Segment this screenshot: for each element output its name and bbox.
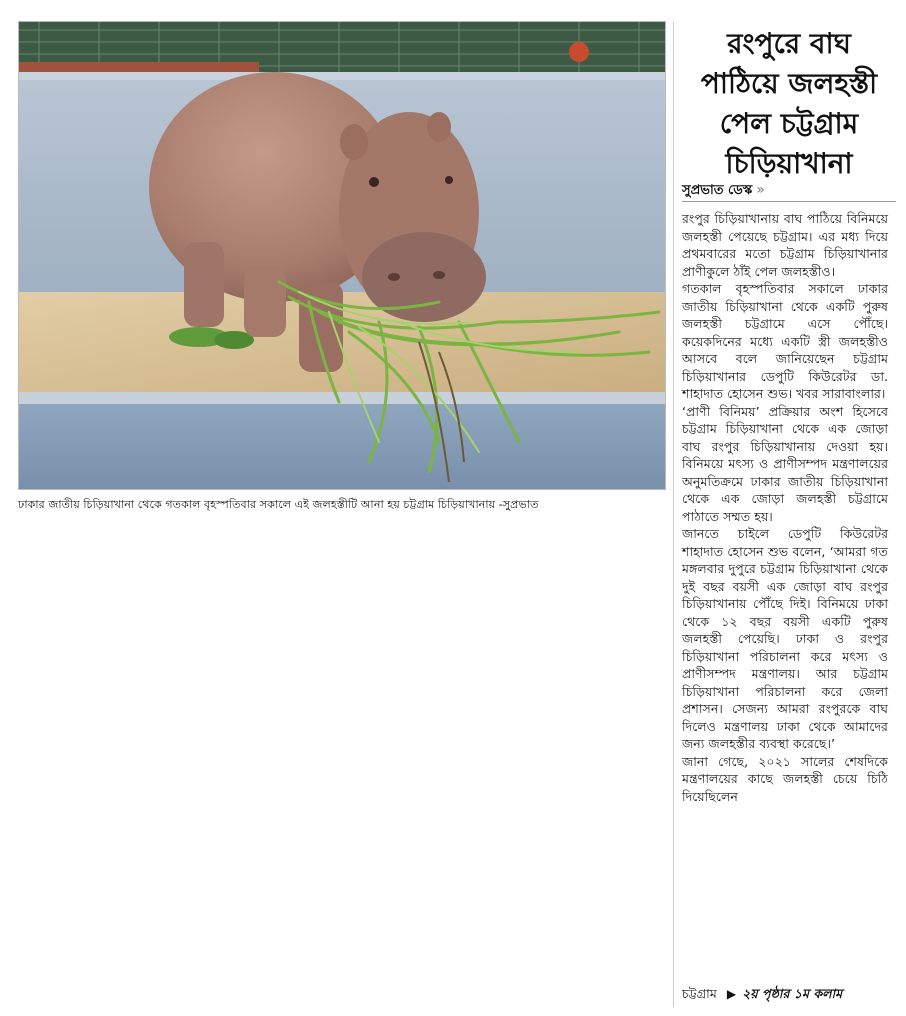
byline-row [682, 179, 896, 202]
headline-line-4: চিড়িয়াখানা [725, 147, 853, 180]
photo-caption: ঢাকার জাতীয় চিড়িয়াখানা থেকে গতকাল বৃহস্পতিবার সকালে এই জলহস্তীটি আনা হয় চট্টগ্রাম চিড়িয়াখানায় -সুপ্রভাত [18, 498, 539, 511]
continuation-line [682, 985, 888, 1004]
news-photo [18, 21, 666, 490]
headline [682, 24, 896, 184]
continuation-arrow-icon: ▶ [726, 987, 737, 1001]
headline-line-2: পাঠিয়ে জলহস্তী [700, 67, 878, 100]
paragraph: জানা গেছে, ২০২১ সালের শেষদিকে মন্ত্রণালয়ের কাছে জলহস্তী চেয়ে চিঠি দিয়েছিলেন [682, 753, 888, 804]
column-divider [673, 22, 674, 1007]
byline: সুপ্রভাত ডেস্ক [682, 183, 753, 198]
continuation-word: চট্টগ্রাম [682, 986, 717, 1001]
paragraph: ‘প্রাণী বিনিময়’ প্রক্রিয়ার অংশ হিসেবে চট্টগ্রাম চিড়িয়াখানা থেকে এক জোড়া বাঘ রংপুর চিড়িয়াখানায় দেওয়া হয়। বিনিময়ে মৎস্য ও প্রাণীসম্পদ মন্ত্রণালয়ের অনুমতিক্রমে ঢাকার জাতীয় চিড়িয়াখানা থেকে এক জোড়া জলহস্তী চট্টগ্রামে পাঠাতে সম্মত হয়। [682, 403, 888, 524]
headline-line-3: পেল চট্টগ্রাম [719, 107, 859, 140]
paragraph: গতকাল বৃহস্পতিবার সকালে ঢাকার জাতীয় চিড়িয়াখানা থেকে একটি পুরুষ জলহস্তী চট্টগ্রামে এসে পৌঁছে। কয়েকদিনের মধ্যে একটি স্ত্রী জলহস্তীও আসবে বলে জানিয়েছেন চট্টগ্রাম চিড়িয়াখানার ডেপুটি কিউরেটর ডা. শাহাদাত হোসেন শুভ। খবর সারাবাংলার। [682, 281, 888, 401]
continuation-ref[interactable]: ২য় পৃষ্ঠার ১ম কলাম [742, 986, 843, 1001]
article-body [682, 210, 888, 805]
paragraph: রংপুর চিড়িয়াখানায় বাঘ পাঠিয়ে বিনিময়ে জলহস্তী পেয়েছে চট্টগ্রাম। এর মধ্য দিয়ে প্রথমবারের মতো চট্টগ্রাম চিড়িয়াখানার প্রাণীকুলে ঠাঁই পেল জলহস্তীও। [682, 211, 888, 279]
headline-line-1: রংপুরে বাঘ [727, 27, 851, 60]
byline-arrow-icon: » [756, 182, 765, 198]
paragraph: জানতে চাইলে ডেপুটি কিউরেটর শাহাদাত হোসেন শুভ বলেন, ‘আমরা গত মঙ্গলবার দুপুরে চট্টগ্রাম চিড়িয়াখানা থেকে দুই বছর বয়সী এক জোড়া বাঘ রংপুর চিড়িয়াখানায় পৌঁছে দিই। বিনিময়ে ঢাকা থেকে ১২ বছর বয়সী একটি পুরুষ জলহস্তী পেয়েছি। ঢাকা ও রংপুর চিড়িয়াখানা পরিচালনা করে মৎস্য ও প্রাণীসম্পদ মন্ত্রণালয়। আর চট্টগ্রাম চিড়িয়াখানা পরিচালনা করে জেলা প্রশাসন। সেজন্য আমরা রংপুরকে বাঘ দিলেও মন্ত্রণালয় ঢাকা থেকে আমাদের জন্য জলহস্তীর ব্যবস্থা করেছে।’ [682, 526, 888, 751]
